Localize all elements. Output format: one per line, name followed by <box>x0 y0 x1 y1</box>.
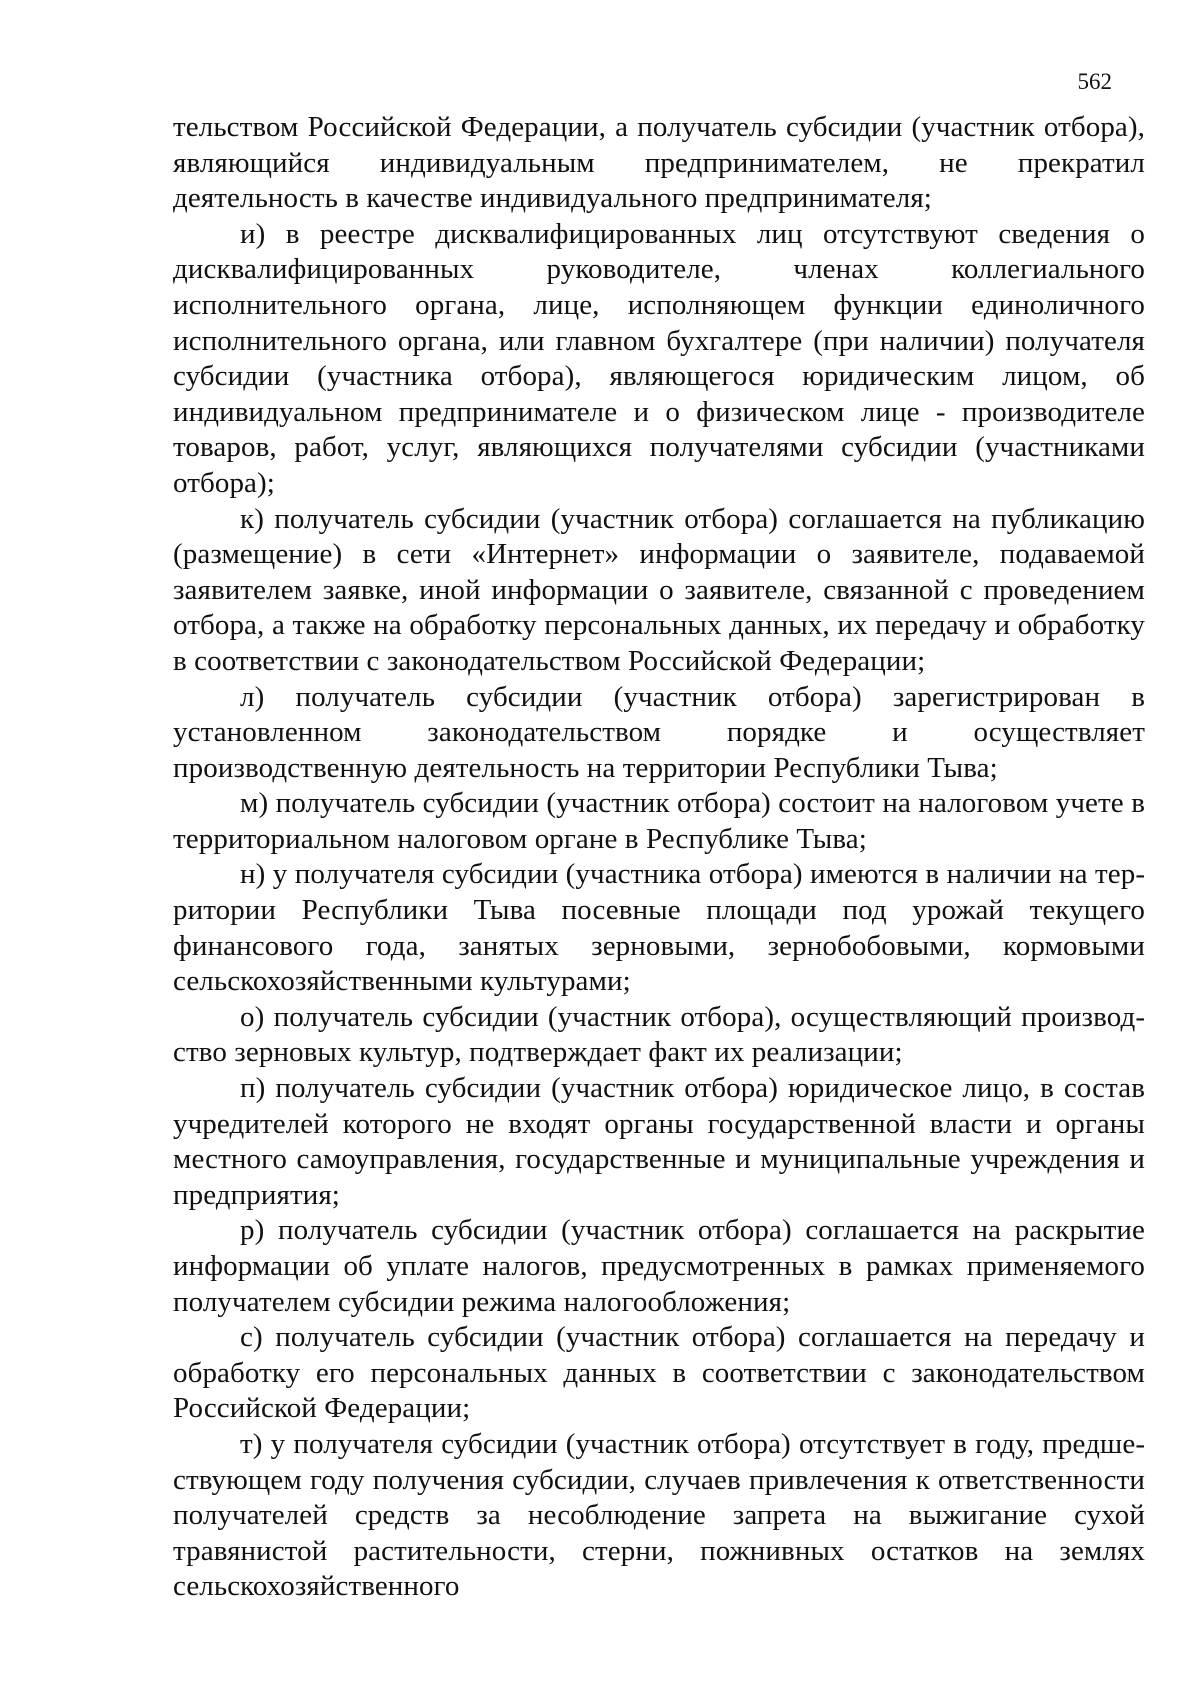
paragraph-item-p: п) получатель субсидии (участник отбора) юридическое лицо, в состав учредителей которого не входят органы государственной власти и органы местного самоуправления, государственные и муниципальные учреждения и предприятия; <box>173 1072 1145 1211</box>
paragraph-item-s: с) получатель субсидии (участник отбора) соглашается на передачу и обработку его персональных данных в соответствии с законодательством Российской Федерации; <box>173 1321 1145 1425</box>
paragraph-item-k: к) получатель субсидии (участник отбора) соглашается на публикацию (размещение) в сети «Интернет» информации о заявителе, подаваемой заявителем заявке, иной информации о заявителе, связанной с проведением отбора, а также на обработку персональных данных, их передачу и обработку в соответствии с законодательством Российской Федерации; <box>173 502 1145 677</box>
paragraph-item-l: л) получатель субсидии (участник отбора) зарегистрирован в установленном законодательством порядке и осуществляет производственную деятельность на территории Республики Тыва; <box>173 680 1145 784</box>
paragraph-item-n: н) у получателя субсидии (участника отбора) имеются в наличии на территории Республики Тыва посевные площади под урожай текущего финансового года, занятых зерновыми, зернобобовыми, кормовыми сельскохозяйственными культурами; <box>173 858 1145 998</box>
paragraph-item-t: т) у получателя субсидии (участник отбора) отсутствует в году, предшествующем году получения субсидии, случаев привлечения к ответственности получателей средств за несоблюдение запрета на выжигание сухой травянистой растительности, стерни, пожнивных остатков на землях сельскохозяйственного <box>173 1427 1145 1603</box>
paragraph-item-m: м) получатель субсидии (участник отбора) состоит на налоговом учете в территориальном налоговом органе в Республике Тыва; <box>173 787 1145 855</box>
paragraph-continuation: тельством Российской Федерации, а получатель субсидии (участник отбора), являющийся индивидуальным предпринимателем, не прекратил деятельность в качестве индивидуального предпринимателя; <box>173 111 1145 215</box>
page-number: 562 <box>1077 69 1112 94</box>
paragraph-item-r: р) получатель субсидии (участник отбора) соглашается на раскрытие информации об уплате налогов, предусмотренных в рамках применяемого получателем субсидии режима налогообложения; <box>173 1214 1145 1318</box>
document-body <box>173 110 1145 1605</box>
paragraph-item-o: о) получатель субсидии (участник отбора), осуществляющий производство зерновых культур, подтверждает факт их реализации; <box>173 1000 1145 1069</box>
paragraph-item-i: и) в реестре дисквалифицированных лиц отсутствуют сведения о дисквалифицированных руководителе, членах коллегиального исполнительного органа, лице, исполняющем функции единоличного исполнительного органа, или главном бухгалтере (при наличии) получателя субсидии (участника отбора), являющегося юридическим лицом, об индивидуальном предпринимателе и о физическом лице - производителе товаров, работ, услуг, являющихся получателями субсидии (участниками отбора); <box>173 217 1145 499</box>
